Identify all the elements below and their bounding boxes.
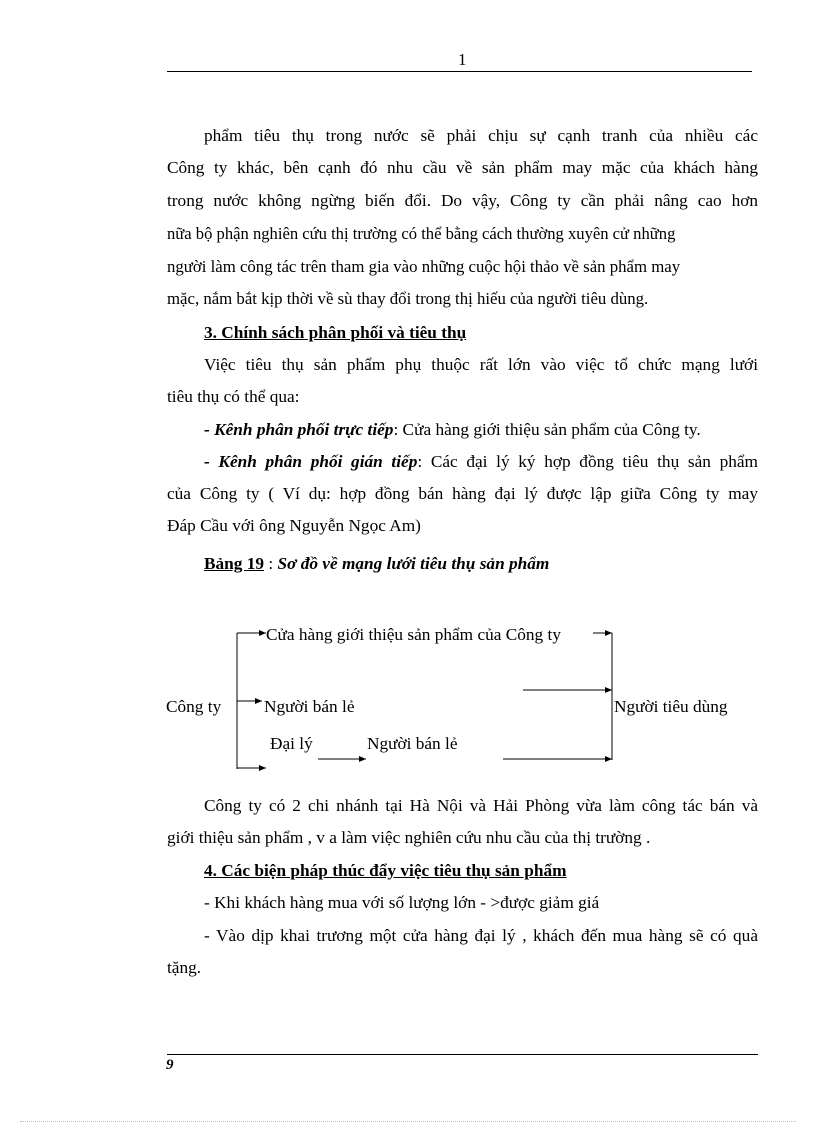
footer-page-number: 9 xyxy=(166,1057,174,1073)
diagram-company: Công ty xyxy=(166,697,222,716)
section-4-heading: 4. Các biện pháp thúc đẩy việc tiêu thụ sản phẩm xyxy=(204,861,567,880)
after-diagram-line-2: giới thiệu sản phẩm , v a làm việc nghiên cứu nhu cầu của thị trường . xyxy=(167,828,651,847)
section-3-para-line-1: Việc tiêu thụ sản phẩm phụ thuộc rất lớn vào việc tổ chức mạng lưới xyxy=(204,355,758,374)
table-caption-separator: : xyxy=(264,554,278,573)
direct-channel-label: - Kênh phân phối trực tiếp xyxy=(204,420,394,439)
section-4-item-2-line-2: tặng. xyxy=(167,958,202,977)
direct-channel-text: : Cửa hàng giới thiệu sản phẩm của Công ty. xyxy=(393,420,701,439)
table-caption-label: Bảng 19 xyxy=(204,554,265,573)
intro-line-6: mặc, nắm bắt kịp thời về sù thay đổi trong thị hiếu của người tiêu dùng. xyxy=(167,289,649,308)
section-4-item-1: - Khi khách hàng mua với số lượng lớn - >được giảm giá xyxy=(204,893,600,912)
intro-line-4: nữa bộ phận nghiên cứu thị trường có thể bằng cách thường xuyên cử những xyxy=(167,224,676,243)
section-4-item-2-line-1: - Vào dịp khai trương một cửa hàng đại lý , khách đến mua hàng sẽ có quà xyxy=(204,926,758,945)
indirect-channel-line-2: của Công ty ( Ví dụ: hợp đồng bán hàng đại lý được lập giữa Công ty may xyxy=(167,484,758,503)
diagram-retailer-2: Người bán lẻ xyxy=(367,734,458,753)
section-3-para-line-2: tiêu thụ có thể qua: xyxy=(167,387,300,406)
section-3-heading: 3. Chính sách phân phối và tiêu thụ xyxy=(204,323,467,342)
diagram-consumer: Người tiêu dùng xyxy=(614,697,728,716)
indirect-channel-label: - Kênh phân phối gián tiếp xyxy=(204,452,418,471)
indirect-channel-text: : Các đại lý ký hợp đồng tiêu thụ sản phẩm xyxy=(417,452,758,471)
intro-line-2: Công ty khác, bên cạnh đó nhu cầu về sản phẩm may mặc của khách hàng xyxy=(167,158,758,177)
intro-line-5: người làm công tác trên tham gia vào những cuộc hội thảo về sản phẩm may xyxy=(167,257,681,276)
after-diagram-line-1: Công ty có 2 chi nhánh tại Hà Nội và Hải Phòng vừa làm công tác bán và xyxy=(204,796,758,815)
diagram-retailer-1: Người bán lẻ xyxy=(264,697,355,716)
footer-rule xyxy=(167,1054,758,1055)
header-page-number: 1 xyxy=(458,50,467,69)
page-edge-dotted-rule xyxy=(20,1121,796,1122)
table-caption-title: Sơ đồ về mạng lưới tiêu thụ sản phẩm xyxy=(277,554,550,573)
intro-line-1: phẩm tiêu thụ trong nước sẽ phải chịu sự cạnh tranh của nhiều các xyxy=(204,126,758,145)
diagram-agent: Đại lý xyxy=(270,734,313,753)
indirect-channel-line-3: Đáp Cầu với ông Nguyễn Ngọc Am) xyxy=(167,516,421,535)
intro-line-3: trong nước không ngừng biến đổi. Do vậy, Công ty cần phải nâng cao hơn xyxy=(167,191,758,210)
diagram-showroom: Cửa hàng giới thiệu sản phẩm của Công ty xyxy=(266,625,561,644)
